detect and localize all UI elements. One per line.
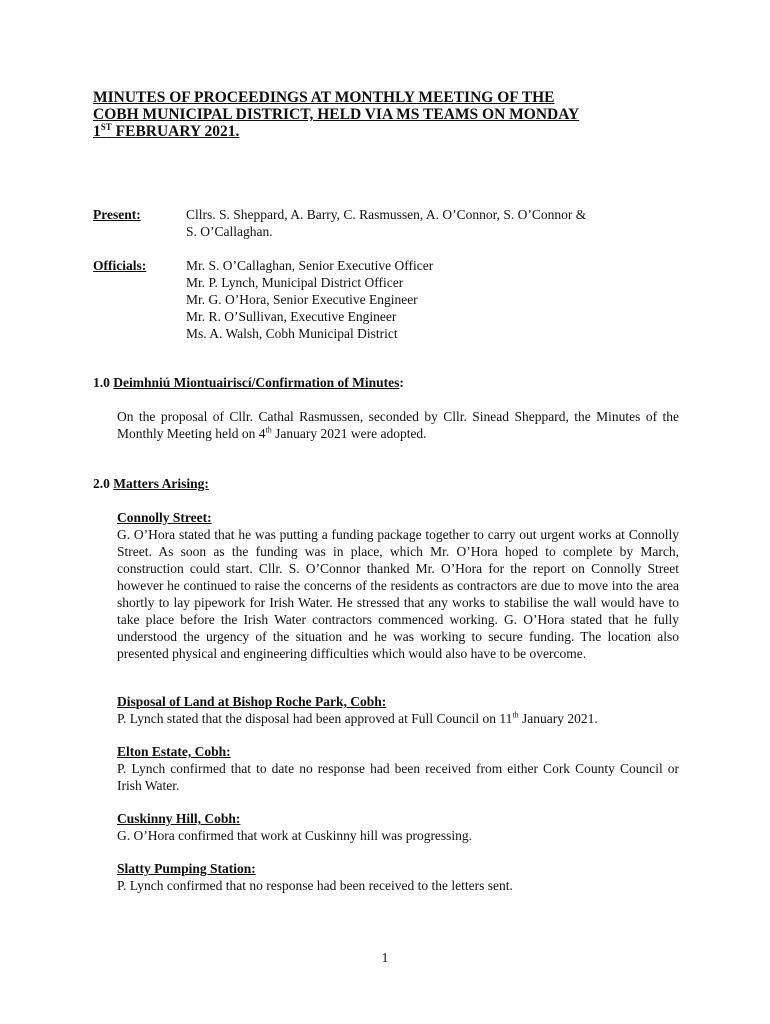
- section-2-heading: [93, 475, 209, 492]
- item-heading-cuskinny-hill: Cuskinny Hill, Cobh:: [117, 811, 241, 826]
- item-text-bishop-roche-park: [117, 710, 679, 727]
- present-label: Present:: [93, 207, 141, 222]
- present-line: Cllrs. S. Sheppard, A. Barry, C. Rasmussen, A. O’Connor, S. O’Connor &: [186, 207, 587, 222]
- official-entry: Mr. G. O’Hora, Senior Executive Engineer: [186, 292, 418, 307]
- section-2-title: Matters Arising:: [113, 476, 209, 491]
- official-entry: Ms. A. Walsh, Cobh Municipal District: [186, 326, 398, 341]
- officials-list: [186, 257, 666, 342]
- item-text-elton-estate: P. Lynch confirmed that to date no response had been received from either Cork County Council or Irish Water.: [117, 761, 679, 793]
- title-day-suffix: ST: [100, 121, 112, 132]
- section-1-number: 1.0: [93, 375, 114, 390]
- official-entry: Mr. R. O’Sullivan, Executive Engineer: [186, 309, 397, 324]
- item-heading-slatty-pumping-station: Slatty Pumping Station:: [117, 861, 256, 876]
- title-line-2: COBH MUNICIPAL DISTRICT, HELD VIA MS TEAMS ON MONDAY: [93, 106, 580, 123]
- official-entry: Mr. P. Lynch, Municipal District Officer: [186, 275, 404, 290]
- section-1-heading: [93, 374, 404, 391]
- title-line-3: [93, 123, 693, 140]
- page-title: [93, 89, 693, 140]
- item-text-cuskinny-hill: G. O’Hora confirmed that work at Cuskinny hill was progressing.: [117, 828, 473, 843]
- title-date-rest: FEBRUARY 2021.: [111, 123, 240, 140]
- present-line: S. O’Callaghan.: [186, 224, 273, 239]
- page-number: 1: [381, 950, 389, 965]
- item-heading-bishop-roche-park: Disposal of Land at Bishop Roche Park, Cobh:: [117, 694, 387, 709]
- section-1-text: [117, 408, 679, 442]
- present-list: [186, 206, 666, 240]
- section-1-text-part: January 2021 were adopted.: [271, 426, 427, 441]
- title-line-1: MINUTES OF PROCEEDINGS AT MONTHLY MEETING OF THE: [93, 89, 555, 106]
- section-1-colon: :: [399, 375, 404, 390]
- officials-label: Officials:: [93, 258, 147, 273]
- section-2-number: 2.0: [93, 476, 114, 491]
- official-entry: Mr. S. O’Callaghan, Senior Executive Officer: [186, 258, 434, 273]
- section-1-text-sup: th: [265, 425, 272, 435]
- section-1-title: Deimhniú Miontuairiscí/Confirmation of Minutes: [113, 375, 400, 390]
- item-heading-connolly-street: Connolly Street:: [117, 510, 212, 525]
- item-text-sup: th: [512, 710, 519, 720]
- item-text-connolly-street: G. O’Hora stated that he was putting a funding package together to carry out urgent works at Connolly Street. As soon as the funding was in place, which Mr. O’Hora hoped to complete by March, construction could start. Cllr. S. O’Connor thanked Mr. O’Hora for the report on Connolly Street however he continued to raise the concerns of the residents as contractors are due to move into the area shortly to lay pipework for Irish Water. He stressed that any works to stabilise the wall would have to take place before the Irish Water contractors commenced working. G. O’Hora stated that he fully understood the urgency of the situation and he was working to secure funding. The location also presented physical and engineering difficulties which would also have to be overcome.: [117, 527, 679, 661]
- item-heading-elton-estate: Elton Estate, Cobh:: [117, 744, 231, 759]
- item-text-part: January 2021.: [518, 711, 598, 726]
- section-1-text-part: On the proposal of Cllr. Cathal Rasmussen, seconded by Cllr. Sinead Sheppard, the Minutes of the Monthly Meeting held on 4: [117, 409, 679, 441]
- title-day: 1: [93, 123, 101, 140]
- item-text-slatty-pumping-station: P. Lynch confirmed that no response had been received to the letters sent.: [117, 878, 513, 893]
- item-text-part: P. Lynch stated that the disposal had been approved at Full Council on 11: [117, 711, 513, 726]
